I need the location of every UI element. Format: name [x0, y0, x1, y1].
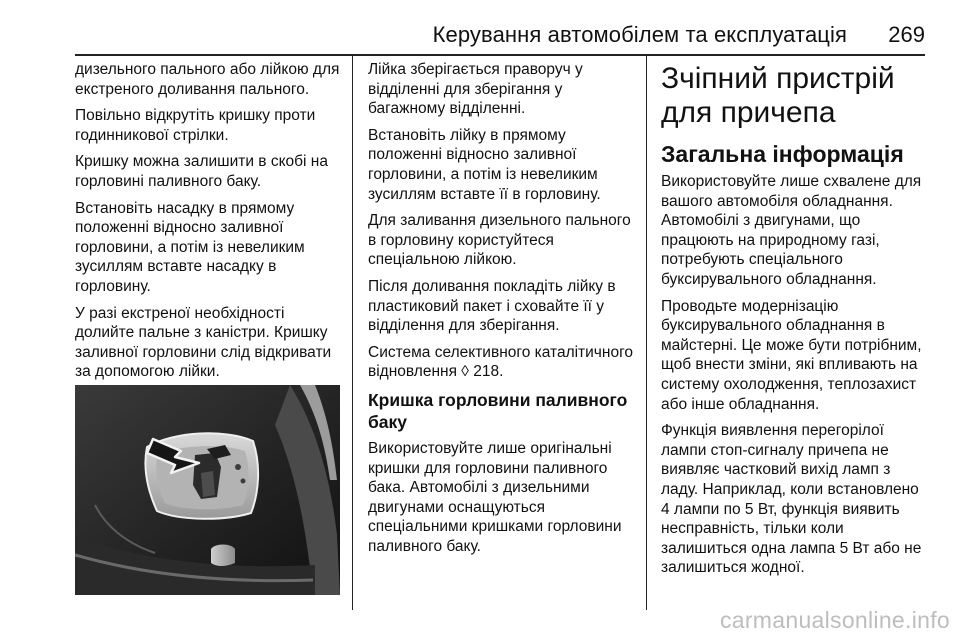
column-2 — [368, 60, 636, 563]
header-title: Керування автомобілем та експлуатація — [432, 22, 847, 47]
section-heading: Зчіпний пристрій для причепа — [661, 62, 895, 129]
header-rule — [75, 54, 925, 56]
paragraph: Використовуйте лише оригінальні кришки для горловини паливного бака. Автомобілі з дизельними двигунами оснащуються спеціальними кришками горловини паливного баку. — [368, 439, 622, 555]
paragraph: Встановіть насадку в прямому положенні відносно заливної горловини, а потім із невеликим зусиллям вставте насадку в горловину. — [75, 199, 305, 295]
paragraph: Кришку можна залишити в скобі на горловині паливного баку. — [75, 153, 328, 190]
trunk-compartment-illustration — [75, 385, 340, 595]
paragraph: Після доливання покладіть лійку в пластиковий пакет і сховайте її у відділення для зберігання. — [368, 277, 616, 335]
page-reference-link[interactable] — [461, 363, 503, 380]
page-number: 269 — [888, 22, 925, 47]
paragraph: дизельного пального або лійкою для екстреного доливання пального. — [75, 61, 340, 98]
paragraph — [368, 343, 636, 382]
watermark: carmanualsonline.info — [719, 607, 950, 633]
paragraph: Функція виявлення перегорілої лампи стоп-сигналу причепа не виявляє частковий вихід ламп з ладу. Наприклад, коли встановлено 4 лампи по 5 Вт, функція виявить несправність, тільки коли залишиться одна лампа 5 Вт або не залишиться жодної. — [661, 422, 922, 577]
scr-text: Система селективного каталітичного відновлення — [368, 343, 633, 381]
reference-arrow-icon: ◊ — [461, 363, 469, 381]
column-1 — [75, 60, 343, 389]
paragraph: Встановіть лійку в прямому положенні відносно заливної горловини, а потім із невеликим зусиллям вставте її в горловину. — [368, 126, 601, 203]
column-divider-2 — [646, 56, 647, 610]
fuel-funnel-storage-photo — [75, 385, 340, 595]
section-subheading: Кришка горловини паливного баку — [368, 389, 628, 432]
paragraph: У разі екстреної необхідності долийте пальне з каністри. Кришку заливної горловини слід відкривати за допомогою лійки. — [75, 304, 332, 381]
column-divider-1 — [352, 56, 353, 610]
paragraph: Використовуйте лише схвалене для вашого автомобіля обладнання. Автомобілі з двигунами, що працюють на природному газі, потребують спеціального буксирувального обладнання. — [661, 173, 922, 288]
column-3 — [661, 60, 929, 585]
section-subheading: Загальна інформація — [661, 141, 904, 167]
paragraph: Лійка зберігається праворуч у відділенні для зберігання у багажному відділенні. — [368, 61, 583, 118]
page-header — [75, 22, 925, 54]
paragraph: Проводьте модернізацію буксирувального обладнання в майстерні. Це може бути потрібним, щоб внести зміни, які впливають на систему охолодження, теплозахист або інше обладнання. — [661, 297, 922, 413]
paragraph: Повільно відкрутіть кришку проти годинникової стрілки. — [75, 107, 316, 144]
reference-page: 218. — [473, 363, 504, 381]
paragraph: Для заливання дизельного пального в горловину користуйтеся спеціальною лійкою. — [368, 212, 631, 269]
